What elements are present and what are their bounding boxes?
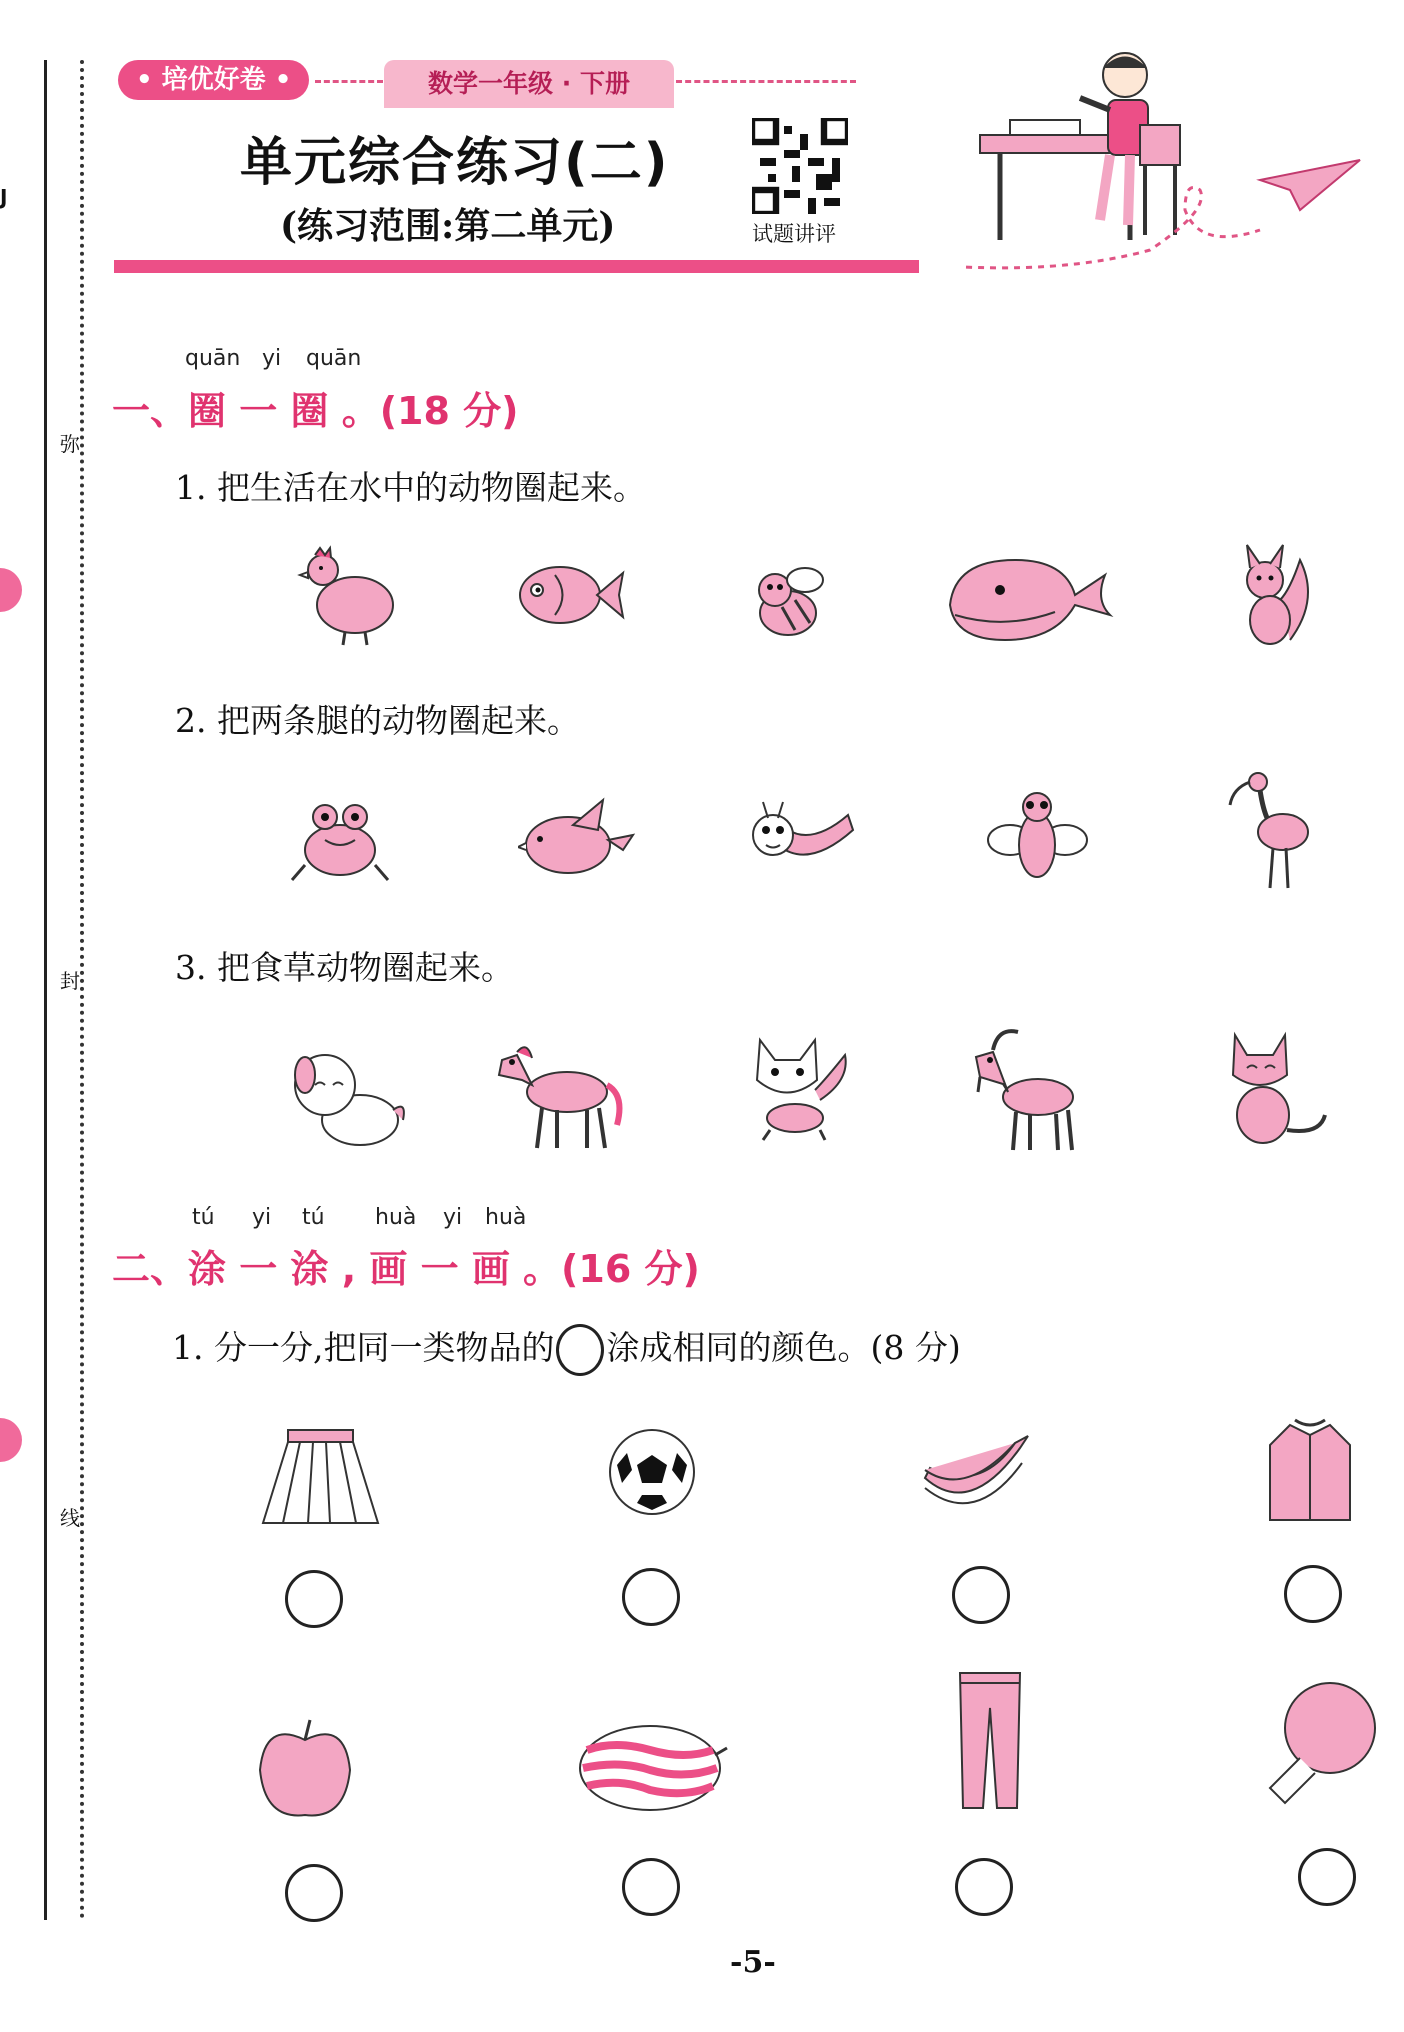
color-circle[interactable]	[622, 1858, 680, 1916]
color-circle[interactable]	[1298, 1848, 1356, 1906]
binding-label-mi: 弥	[60, 432, 80, 456]
caterpillar-icon[interactable]	[748, 790, 860, 880]
pinyin: quān	[185, 346, 241, 371]
qr-code-icon[interactable]	[752, 118, 848, 214]
color-circle[interactable]	[1284, 1565, 1342, 1623]
puppy-icon[interactable]	[285, 1040, 410, 1155]
hen-icon[interactable]	[295, 540, 405, 650]
bee-icon[interactable]	[740, 555, 835, 645]
frog-icon[interactable]	[290, 795, 390, 885]
pinyin: tú	[302, 1205, 325, 1230]
banana-icon[interactable]	[920, 1428, 1030, 1518]
binding-label-xian: 线	[60, 1506, 80, 1530]
question-text	[172, 1322, 961, 1376]
skirt-icon[interactable]	[258, 1428, 383, 1528]
edge-text: J	[0, 185, 8, 209]
cat-icon[interactable]	[1225, 1030, 1330, 1150]
section-heading: 一、圈 一 圈 。(18 分)	[112, 389, 519, 433]
question-text-part: 1. 分一分,把同一类物品的	[172, 1328, 555, 1367]
color-circle[interactable]	[952, 1566, 1010, 1624]
apple-icon[interactable]	[255, 1715, 355, 1825]
watermelon-icon[interactable]	[575, 1720, 730, 1815]
color-circle[interactable]	[285, 1864, 343, 1922]
bird-icon[interactable]	[518, 795, 636, 880]
whale-icon[interactable]	[945, 550, 1115, 650]
question-text-part: 涂成相同的颜色。(8 分)	[606, 1328, 961, 1367]
student-desk-illustration	[960, 50, 1380, 280]
section-heading: 二、涂 一 涂 , 画 一 画 。(16 分)	[112, 1247, 700, 1291]
pinyin: tú	[192, 1205, 215, 1230]
inline-circle-symbol	[556, 1324, 604, 1376]
horse-icon[interactable]	[487, 1030, 627, 1155]
goat-icon[interactable]	[968, 1022, 1083, 1157]
fly-icon[interactable]	[985, 785, 1090, 885]
binding-line	[44, 60, 47, 1920]
pants-icon[interactable]	[955, 1668, 1025, 1813]
crane-icon[interactable]	[1228, 770, 1318, 895]
question-text: 2. 把两条腿的动物圈起来。	[175, 701, 580, 740]
tear-dotted-line	[80, 60, 84, 1920]
pinyin: yi	[252, 1205, 272, 1230]
edge-pink-dot	[0, 568, 22, 612]
page-title: 单元综合练习(二)	[240, 133, 670, 193]
grade-tab: 数学一年级 · 下册	[384, 60, 674, 108]
fish-icon[interactable]	[515, 555, 627, 635]
paddle-icon[interactable]	[1260, 1678, 1380, 1808]
qr-label: 试题讲评	[752, 222, 836, 246]
pinyin: huà	[485, 1205, 527, 1230]
pinyin: quān	[306, 346, 362, 371]
pinyin: yi	[262, 346, 282, 371]
dashed-connector	[676, 80, 856, 83]
page-subtitle: (练习范围:第二单元)	[280, 205, 616, 247]
question-text: 1. 把生活在水中的动物圈起来。	[175, 468, 646, 507]
dashed-connector	[315, 80, 383, 83]
page-number: -5-	[730, 1945, 776, 1980]
soccer-ball-icon[interactable]	[607, 1425, 697, 1520]
color-circle[interactable]	[285, 1570, 343, 1628]
pinyin: huà	[375, 1205, 417, 1230]
jacket-icon[interactable]	[1265, 1415, 1355, 1525]
color-circle[interactable]	[622, 1568, 680, 1626]
fox-icon[interactable]	[745, 1030, 855, 1145]
squirrel-icon[interactable]	[1235, 540, 1315, 650]
pinyin: yi	[443, 1205, 463, 1230]
series-badge: • 培优好卷 •	[118, 60, 309, 100]
title-underline-bar	[114, 260, 919, 273]
edge-pink-dot	[0, 1418, 22, 1462]
color-circle[interactable]	[955, 1858, 1013, 1916]
binding-label-feng: 封	[60, 969, 80, 993]
question-text: 3. 把食草动物圈起来。	[175, 948, 514, 987]
